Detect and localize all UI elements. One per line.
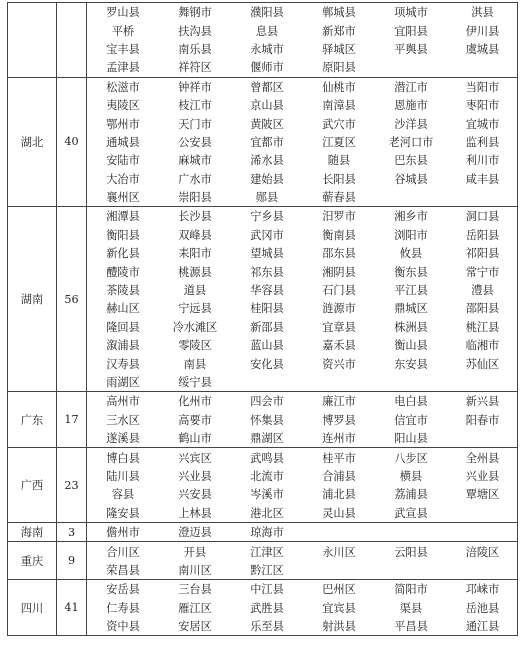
county-name: 隆回县 (106, 320, 140, 334)
county-name: 邛崃市 (465, 583, 500, 597)
county-name: 宜宾县 (322, 601, 356, 615)
county-list (87, 522, 518, 541)
county-name: 通江县 (465, 620, 500, 634)
county-name: 枣阳市 (465, 99, 500, 113)
county-name: 安岳县 (106, 583, 140, 597)
county-name: 息县 (255, 24, 279, 38)
county-name: 衡山县 (394, 339, 428, 353)
county-name: 兴安县 (178, 488, 212, 502)
county-name: 衡南县 (322, 228, 356, 242)
county-name: 建始县 (250, 172, 284, 186)
province-name: 广西 (8, 448, 57, 523)
county-name: 阳山县 (394, 432, 428, 446)
county-name: 隆安县 (106, 506, 140, 520)
county-name: 宁乡县 (250, 210, 284, 224)
county-name: 零陵区 (178, 339, 212, 353)
county-name: 冷水滩区 (172, 320, 218, 334)
county-row (87, 617, 517, 635)
county-name: 驿城区 (322, 42, 356, 56)
county-name: 汉寿县 (106, 357, 140, 371)
county-name: 伊川县 (465, 24, 500, 38)
county-name: 江夏区 (322, 135, 356, 149)
county-count: 9 (57, 542, 87, 580)
county-name: 上林县 (178, 506, 212, 520)
county-count: 23 (57, 448, 87, 523)
county-name: 云阳县 (394, 545, 428, 559)
county-name: 新兴县 (465, 395, 500, 409)
county-name: 新郑市 (322, 24, 356, 38)
table-body (8, 3, 518, 636)
county-name: 桃源县 (178, 265, 212, 279)
county-name: 南乐县 (178, 42, 212, 56)
county-row (87, 429, 517, 447)
county-name: 合川区 (106, 545, 140, 559)
county-name: 大冶市 (106, 172, 140, 186)
county-name: 三台县 (178, 583, 212, 597)
county-name: 当阳市 (465, 80, 500, 94)
county-name: 廉江市 (322, 395, 356, 409)
county-name: 桃江县 (465, 320, 500, 334)
county-name: 潜江市 (394, 80, 428, 94)
county-name: 咸丰县 (465, 172, 500, 186)
county-row (87, 354, 517, 372)
county-name: 公安县 (178, 135, 212, 149)
county-row (87, 599, 517, 617)
county-name: 罗山县 (106, 6, 140, 20)
county-name: 偃师市 (250, 61, 284, 75)
county-name: 湘阴县 (322, 265, 356, 279)
county-name: 汨罗市 (322, 210, 356, 224)
county-name: 株洲县 (394, 320, 428, 334)
county-count: 41 (57, 580, 87, 636)
county-name: 陆川县 (106, 469, 140, 483)
county-row (87, 299, 517, 317)
county-name: 苏仙区 (465, 357, 500, 371)
county-list (87, 580, 518, 636)
county-name: 恩施市 (394, 99, 428, 113)
county-name: 宜阳县 (394, 24, 428, 38)
county-name: 三水区 (106, 413, 140, 427)
county-name: 蕲春县 (322, 191, 356, 205)
county-row (87, 151, 517, 169)
county-name: 邵阳县 (465, 302, 500, 316)
county-name: 武胜县 (250, 601, 284, 615)
county-name: 夷陵区 (106, 99, 140, 113)
county-name: 东安县 (394, 357, 428, 371)
county-name: 雨湖区 (106, 376, 140, 389)
county-name: 资兴市 (322, 357, 356, 371)
county-name: 怀集县 (250, 413, 284, 427)
county-name: 博白县 (106, 451, 140, 465)
county-name: 项城市 (394, 6, 428, 20)
county-name: 平江县 (394, 284, 428, 298)
county-row (87, 170, 517, 188)
county-name: 鄂州市 (106, 117, 140, 131)
county-row (87, 114, 517, 132)
county-row (87, 244, 517, 262)
county-name: 南县 (183, 357, 207, 371)
county-row (87, 336, 517, 354)
county-name: 石门县 (322, 284, 356, 298)
county-row (87, 467, 517, 485)
county-name: 开县 (183, 545, 207, 559)
county-name: 溆浦县 (106, 339, 140, 353)
county-name: 琼海市 (250, 526, 284, 540)
county-name: 覃塘区 (465, 488, 500, 502)
county-name: 巴东县 (394, 154, 428, 168)
county-name: 随县 (327, 154, 351, 168)
province-name: 四川 (8, 580, 57, 636)
county-table (7, 2, 518, 636)
county-name: 淇县 (471, 6, 494, 20)
county-name: 新邵县 (250, 320, 284, 334)
county-name: 化州市 (178, 395, 212, 409)
county-name: 合浦县 (322, 469, 356, 483)
county-row (87, 3, 517, 21)
county-name: 利川市 (465, 154, 500, 168)
county-name: 麻城市 (178, 154, 212, 168)
county-name: 浠水县 (250, 154, 284, 168)
county-name: 全州县 (465, 451, 500, 465)
county-name: 耒阳市 (178, 247, 212, 261)
county-name: 涟源市 (322, 302, 356, 316)
county-name: 澧县 (471, 284, 494, 298)
county-name: 望城县 (250, 247, 284, 261)
county-list (87, 207, 518, 392)
county-name: 雁江区 (178, 601, 212, 615)
county-name: 北流市 (250, 469, 284, 483)
county-name: 蓝山县 (250, 339, 284, 353)
county-name: 湘乡市 (394, 210, 428, 224)
county-name: 武穴市 (322, 117, 356, 131)
county-name: 赫山区 (106, 302, 140, 316)
county-name: 孟津县 (106, 61, 140, 75)
county-name: 郧县 (255, 191, 279, 205)
county-count: 3 (57, 522, 87, 541)
county-name: 岳阳县 (465, 228, 500, 242)
county-row (87, 188, 517, 206)
county-name: 永川区 (322, 545, 356, 559)
county-name: 高州市 (106, 395, 140, 409)
county-name: 衡东县 (394, 265, 428, 279)
county-name: 荣昌县 (106, 563, 140, 577)
county-name: 扶沟县 (178, 24, 212, 38)
county-name: 浏阳市 (394, 228, 428, 242)
province-section (8, 580, 518, 636)
county-row (87, 580, 517, 598)
county-name: 平桥 (111, 24, 135, 38)
county-name: 岳池县 (465, 601, 500, 615)
county-name: 安陆市 (106, 154, 140, 168)
province-name (8, 3, 57, 78)
county-name: 华容县 (250, 284, 284, 298)
county-name: 横县 (399, 469, 423, 483)
county-name: 宁远县 (178, 302, 212, 316)
county-name: 濮阳县 (250, 6, 284, 20)
county-count: 17 (57, 392, 87, 448)
county-row (87, 21, 517, 39)
county-name: 天门市 (178, 117, 212, 131)
county-name: 双峰县 (178, 228, 212, 242)
county-name: 嘉禾县 (322, 339, 356, 353)
county-name: 港北区 (250, 506, 284, 520)
county-name: 荔浦县 (394, 488, 428, 502)
county-name: 鼎湖区 (250, 432, 284, 446)
county-name: 郸城县 (322, 6, 356, 20)
county-name: 岑溪市 (250, 488, 284, 502)
county-name: 博罗县 (322, 413, 356, 427)
county-name: 宜城市 (465, 117, 500, 131)
county-name: 新化县 (106, 247, 140, 261)
county-row (87, 78, 517, 96)
province-section (8, 77, 518, 207)
county-name: 武宣县 (394, 506, 428, 520)
county-name: 广水市 (178, 172, 212, 186)
county-name: 电白县 (394, 395, 428, 409)
county-row (87, 448, 517, 466)
county-count (57, 3, 87, 78)
county-name: 江津区 (250, 545, 284, 559)
county-name: 兴宾区 (178, 451, 212, 465)
county-list (87, 77, 518, 207)
province-section (8, 392, 518, 448)
county-name: 京山县 (250, 99, 284, 113)
county-name: 祁阳县 (465, 247, 500, 261)
county-name: 桂平市 (322, 451, 356, 465)
county-name: 澄迈县 (178, 526, 212, 540)
county-name: 祁东县 (250, 265, 284, 279)
county-row (87, 542, 517, 560)
county-name: 儋州市 (106, 526, 140, 540)
county-name: 永城市 (250, 42, 284, 56)
province-name: 海南 (8, 522, 57, 541)
county-row (87, 318, 517, 336)
county-name: 通城县 (106, 135, 140, 149)
county-name: 沙洋县 (394, 117, 428, 131)
county-name: 信宜市 (394, 413, 428, 427)
county-name: 武鸣县 (250, 451, 284, 465)
county-name: 安居区 (178, 620, 212, 634)
county-name: 虞城县 (465, 42, 500, 56)
county-name: 资中县 (106, 620, 140, 634)
county-name: 攸县 (399, 247, 423, 261)
county-name: 黄陂区 (250, 117, 284, 131)
county-name: 乐至县 (250, 620, 284, 634)
province-section (8, 448, 518, 523)
county-name: 武冈市 (250, 228, 284, 242)
county-row (87, 281, 517, 299)
province-name: 重庆 (8, 542, 57, 580)
county-name: 安化县 (250, 357, 284, 371)
county-name: 容县 (111, 488, 135, 502)
county-name: 桂阳县 (250, 302, 284, 316)
province-section (8, 522, 518, 541)
county-name: 邵东县 (322, 247, 356, 261)
county-name: 高要市 (178, 413, 212, 427)
county-name: 南漳县 (322, 99, 356, 113)
county-name: 遂溪县 (106, 432, 140, 446)
county-name: 仙桃市 (322, 80, 356, 94)
county-row (87, 96, 517, 114)
county-name: 宜章县 (322, 320, 356, 334)
county-name: 中江县 (250, 583, 284, 597)
county-name: 常宁市 (465, 265, 500, 279)
county-name: 射洪县 (322, 620, 356, 634)
county-name: 襄州区 (106, 191, 140, 205)
county-name: 涪陵区 (465, 545, 500, 559)
county-row (87, 133, 517, 151)
province-section (8, 542, 518, 580)
county-row (87, 226, 517, 244)
county-row (87, 504, 517, 522)
county-name: 原阳县 (322, 61, 356, 75)
county-row (87, 207, 517, 225)
county-name: 长阳县 (322, 172, 356, 186)
county-name: 长沙县 (178, 210, 212, 224)
county-name: 兴业县 (178, 469, 212, 483)
county-name: 茶陵县 (106, 284, 140, 298)
county-name: 连州市 (322, 432, 356, 446)
county-name: 钟祥市 (178, 80, 212, 94)
county-name: 宜都市 (250, 135, 284, 149)
county-name: 平昌县 (394, 620, 428, 634)
county-count: 40 (57, 77, 87, 207)
county-name: 曾都区 (250, 80, 284, 94)
county-name: 湘潭县 (106, 210, 140, 224)
county-name: 崇阳县 (178, 191, 212, 205)
county-name: 道县 (183, 284, 207, 298)
county-row (87, 485, 517, 503)
county-name: 舞钢市 (178, 6, 212, 20)
county-row (87, 58, 517, 76)
county-name: 简阳市 (394, 583, 428, 597)
province-name: 湖北 (8, 77, 57, 207)
county-name: 醴陵市 (106, 265, 140, 279)
county-name: 宝丰县 (106, 42, 140, 56)
province-name: 湖南 (8, 207, 57, 392)
county-name: 洞口县 (465, 210, 500, 224)
county-list (87, 392, 518, 448)
county-name: 鼎城区 (394, 302, 428, 316)
county-name: 枝江市 (178, 99, 212, 113)
county-name: 临湘市 (465, 339, 500, 353)
county-name: 浦北县 (322, 488, 356, 502)
county-name: 鹤山市 (178, 432, 212, 446)
province-section (8, 3, 518, 78)
county-row (87, 40, 517, 58)
county-name: 祥符区 (178, 61, 212, 75)
county-name: 灵山县 (322, 506, 356, 520)
county-name: 松滋市 (106, 80, 140, 94)
county-name: 平舆县 (394, 42, 428, 56)
county-list (87, 448, 518, 523)
county-row (87, 392, 517, 410)
county-name: 八步区 (394, 451, 428, 465)
county-name: 阳春市 (465, 413, 500, 427)
county-name: 衡阳县 (106, 228, 140, 242)
county-list (87, 3, 518, 78)
county-row (87, 411, 517, 429)
county-name: 老河口市 (388, 135, 434, 149)
county-name: 绥宁县 (178, 376, 212, 389)
county-name: 四会市 (250, 395, 284, 409)
county-name: 巴州区 (322, 583, 356, 597)
county-name: 兴业县 (465, 469, 500, 483)
county-row (87, 523, 517, 541)
province-name: 广东 (8, 392, 57, 448)
county-name: 黔江区 (250, 563, 284, 577)
county-name: 南川区 (178, 563, 212, 577)
county-row (87, 373, 517, 391)
county-name: 监利县 (465, 135, 500, 149)
county-list (87, 542, 518, 580)
county-count: 56 (57, 207, 87, 392)
county-row (87, 561, 517, 579)
province-section (8, 207, 518, 392)
county-name: 仁寿县 (106, 601, 140, 615)
county-row (87, 262, 517, 280)
county-name: 谷城县 (394, 172, 428, 186)
county-name: 渠县 (399, 601, 423, 615)
